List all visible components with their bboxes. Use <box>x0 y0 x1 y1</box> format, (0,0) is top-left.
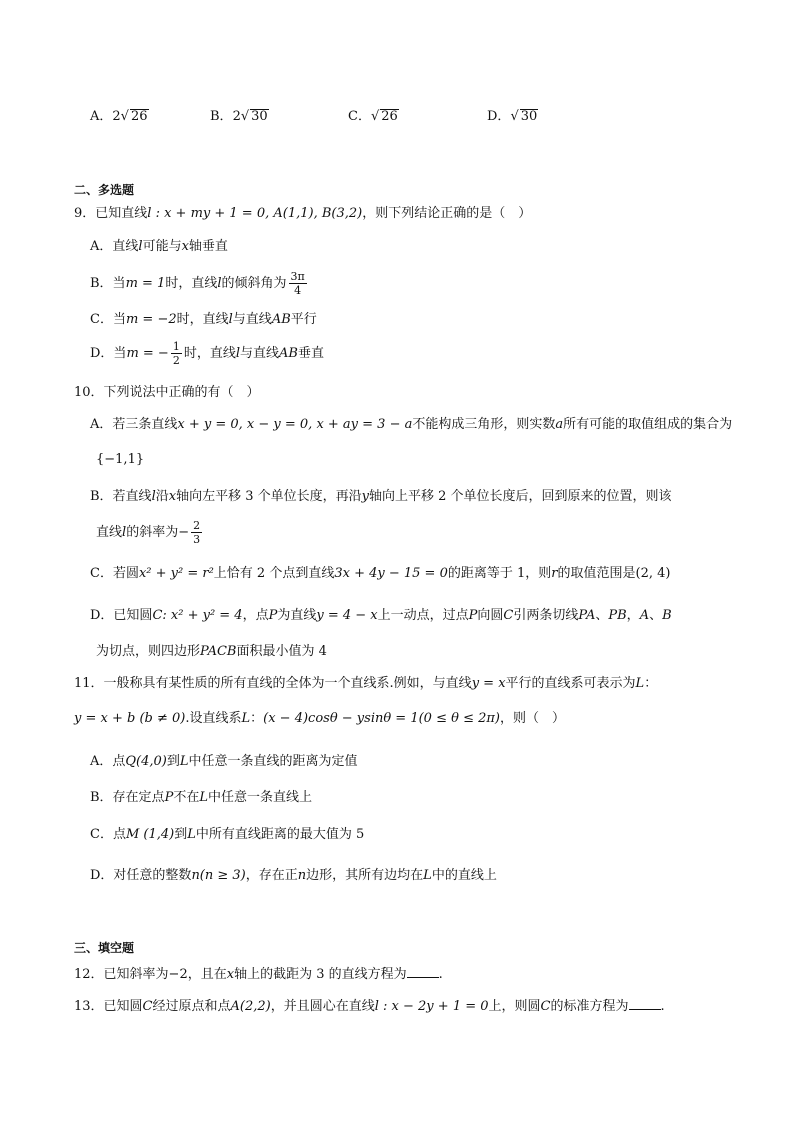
q9-stem: 9．已知直线l : x + my + 1 = 0, A(1,1), B(3,2)，则下列结论正确的是（ ） <box>74 206 532 221</box>
fraction: $\frac{2}{3}$ <box>193 519 201 546</box>
answer-blank[interactable] <box>629 997 661 1010</box>
q8-option-d: D．√ 30 <box>487 109 538 124</box>
q12: 12．已知斜率为−2，且在x轴上的截距为 3 的直线方程为 . <box>74 967 443 982</box>
q10-option-a-line2: {−1,1} <box>96 452 145 467</box>
sqrt-symbol: √ <box>240 109 250 124</box>
q9-option-c: C．当m = −2时，直线l与直线AB平行 <box>90 312 317 327</box>
q9-option-b: B．当m = 1时，直线l的倾斜角为 $\frac{3\pi}{4}$ <box>90 270 305 297</box>
section-heading-multi: 二、多选题 <box>74 183 135 197</box>
q10-option-c: C．若圆x² + y² = r²上恰有 2 个点到直线3x + 4y − 15 = 0的距离等于 1，则r的取值范围是(2, 4) <box>90 566 671 581</box>
q11-option-d: D．对任意的整数n(n ≥ 3)，存在正n边形，其所有边均在L中的直线上 <box>90 868 497 883</box>
answer-blank[interactable] <box>407 965 439 978</box>
section-heading-fill: 三、填空题 <box>74 941 135 955</box>
q11-stem-line1: 11．一般称具有某性质的所有直线的全体为一个直线系.例如，与直线y = x平行的直线系可表示为L： <box>74 676 658 691</box>
q11-stem-line2: y = x + b (b ≠ 0).设直线系L：(x − 4)cosθ − ysinθ = 1(0 ≤ θ ≤ 2π)，则（ ） <box>74 711 565 726</box>
q11-option-a: A．点Q(4,0)到L中任意一条直线的距离为定值 <box>90 754 358 769</box>
q9-option-a: A．直线l可能与x轴垂直 <box>90 239 228 254</box>
q10-option-d-line2: 为切点，则四边形PACB面积最小值为 4 <box>96 644 327 659</box>
q10-stem: 10．下列说法中正确的有（ ） <box>74 385 260 400</box>
fraction: $\frac{1}{2}$ <box>172 340 180 367</box>
fraction: $\frac{3\pi}{4}$ <box>290 270 305 297</box>
q13: 13．已知圆C经过原点和点A(2,2)，并且圆心在直线l : x − 2y + 1 = 0上，则圆C的标准方程为 . <box>74 999 665 1014</box>
q8-option-c: C．√ 26 <box>348 109 398 124</box>
q8-option-a: A．2√ 26 <box>90 109 148 124</box>
q10-option-d-line1: D．已知圆C: x² + y² = 4，点P为直线y = 4 − x上一动点，过点P向圆C引两条切线PA、PB，A、B <box>90 608 672 623</box>
sqrt-symbol: √ <box>370 109 380 124</box>
sqrt-symbol: √ <box>510 109 519 124</box>
q8-option-b: B．2√ 30 <box>210 109 268 124</box>
q10-option-b-line1: B．若直线l沿x轴向左平移 3 个单位长度，再沿y轴向上平移 2 个单位长度后，回到原来的位置，则该 <box>90 489 672 504</box>
q11-option-b: B．存在定点P不在L中任意一条直线上 <box>90 790 312 805</box>
q10-option-b-line2: 直线l的斜率为− $\frac{2}{3}$ <box>96 519 201 546</box>
q10-option-a-line1: A．若三条直线x + y = 0, x − y = 0, x + ay = 3 − a不能构成三角形，则实数a所有可能的取值组成的集合为 <box>90 417 733 432</box>
q9-option-d: D．当m = − $\frac{1}{2}$ 时，直线l与直线AB垂直 <box>90 340 324 367</box>
q11-option-c: C．点M (1,4)到L中所有直线距离的最大值为 5 <box>90 827 365 842</box>
sqrt-symbol: √ <box>120 109 129 124</box>
